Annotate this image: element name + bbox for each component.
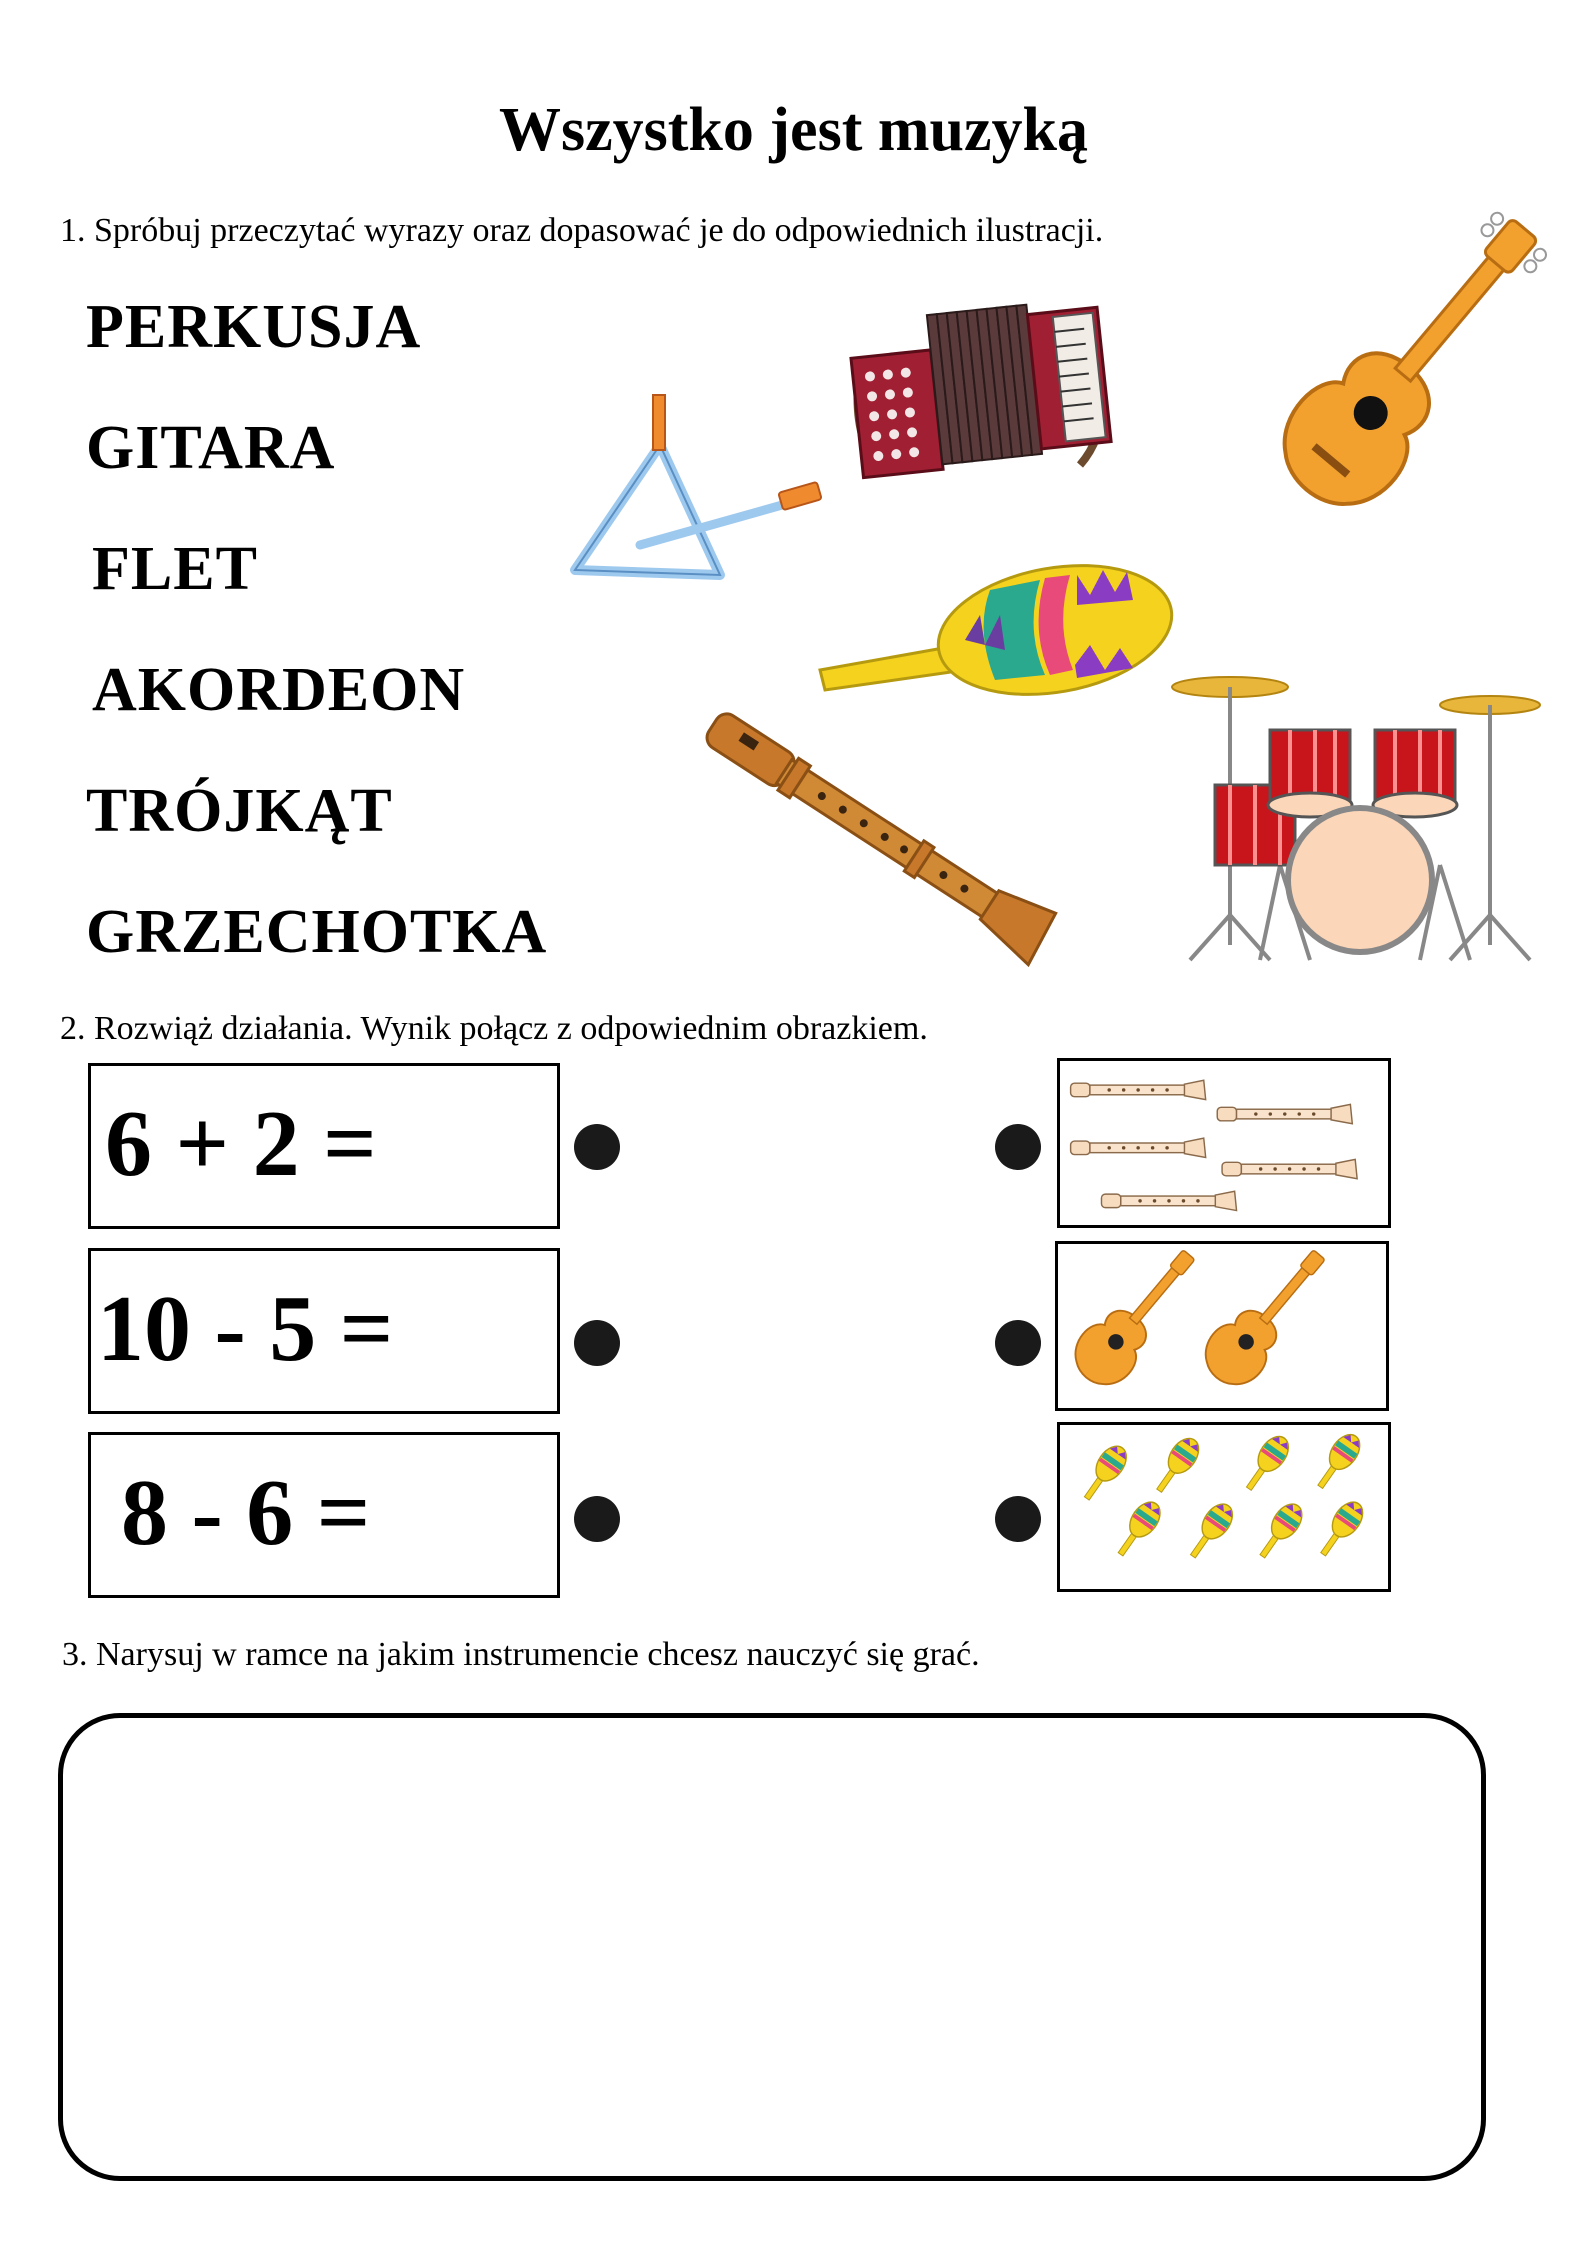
picture-box-flutes — [1057, 1058, 1391, 1228]
recorder-flute-icon — [670, 720, 1090, 950]
word-gitara: GITARA — [86, 414, 336, 482]
flute-item-5 — [1101, 1191, 1236, 1210]
picture-box-maracas — [1057, 1422, 1391, 1592]
guitar-item-1 — [1063, 1244, 1212, 1397]
word-flet: FLET — [92, 535, 258, 603]
maraca-item-7 — [1252, 1498, 1308, 1563]
equation-box-3 — [88, 1432, 560, 1598]
maraca-item-5 — [1110, 1497, 1166, 1562]
picture-box-guitars — [1055, 1241, 1389, 1411]
maraca-item-6 — [1183, 1498, 1239, 1563]
drum-kit-icon — [1170, 665, 1550, 965]
word-perkusja: PERKUSJA — [86, 293, 422, 361]
task2-instruction: 2. Rozwiąż działania. Wynik połącz z odpowiednim obrazkiem. — [60, 1010, 928, 1047]
equation-box-1 — [88, 1063, 560, 1229]
guitar-icon — [1240, 240, 1540, 540]
guitar-item-2 — [1193, 1244, 1342, 1397]
equation-2: 10 - 5 = — [97, 1277, 394, 1381]
maraca-item-2 — [1149, 1433, 1205, 1498]
task3-instruction: 3. Narysuj w ramce na jakim instrumencie chcesz nauczyć się grać. — [62, 1636, 980, 1673]
maraca-item-4 — [1310, 1429, 1366, 1494]
triangle-icon — [555, 390, 855, 590]
accordion-icon — [840, 295, 1120, 485]
task1-instruction: 1. Spróbuj przeczytać wyrazy oraz dopasować je do odpowiednich ilustracji. — [60, 212, 1104, 249]
equation-3: 8 - 6 = — [121, 1461, 371, 1565]
maraca-item-3 — [1239, 1431, 1295, 1496]
connect-dot-right-3[interactable] — [995, 1496, 1041, 1542]
drawing-frame[interactable] — [58, 1713, 1486, 2181]
connect-dot-left-2[interactable] — [574, 1320, 620, 1366]
connect-dot-left-3[interactable] — [574, 1496, 620, 1542]
word-akordeon: AKORDEON — [92, 656, 466, 724]
connect-dot-left-1[interactable] — [574, 1124, 620, 1170]
word-grzechotka: GRZECHOTKA — [86, 898, 548, 966]
equation-1: 6 + 2 = — [105, 1092, 377, 1196]
flute-item-3 — [1071, 1138, 1206, 1157]
page-title: Wszystko jest muzyką — [499, 96, 1088, 164]
flute-item-1 — [1071, 1080, 1206, 1099]
connect-dot-right-1[interactable] — [995, 1124, 1041, 1170]
connect-dot-right-2[interactable] — [995, 1320, 1041, 1366]
flute-item-4 — [1222, 1159, 1357, 1178]
maraca-item-1 — [1077, 1441, 1133, 1506]
maraca-icon — [815, 560, 1175, 710]
flute-item-2 — [1217, 1104, 1352, 1123]
maraca-item-8 — [1313, 1497, 1369, 1562]
word-trojkat: TRÓJKĄT — [86, 777, 393, 845]
equation-box-2 — [88, 1248, 560, 1414]
